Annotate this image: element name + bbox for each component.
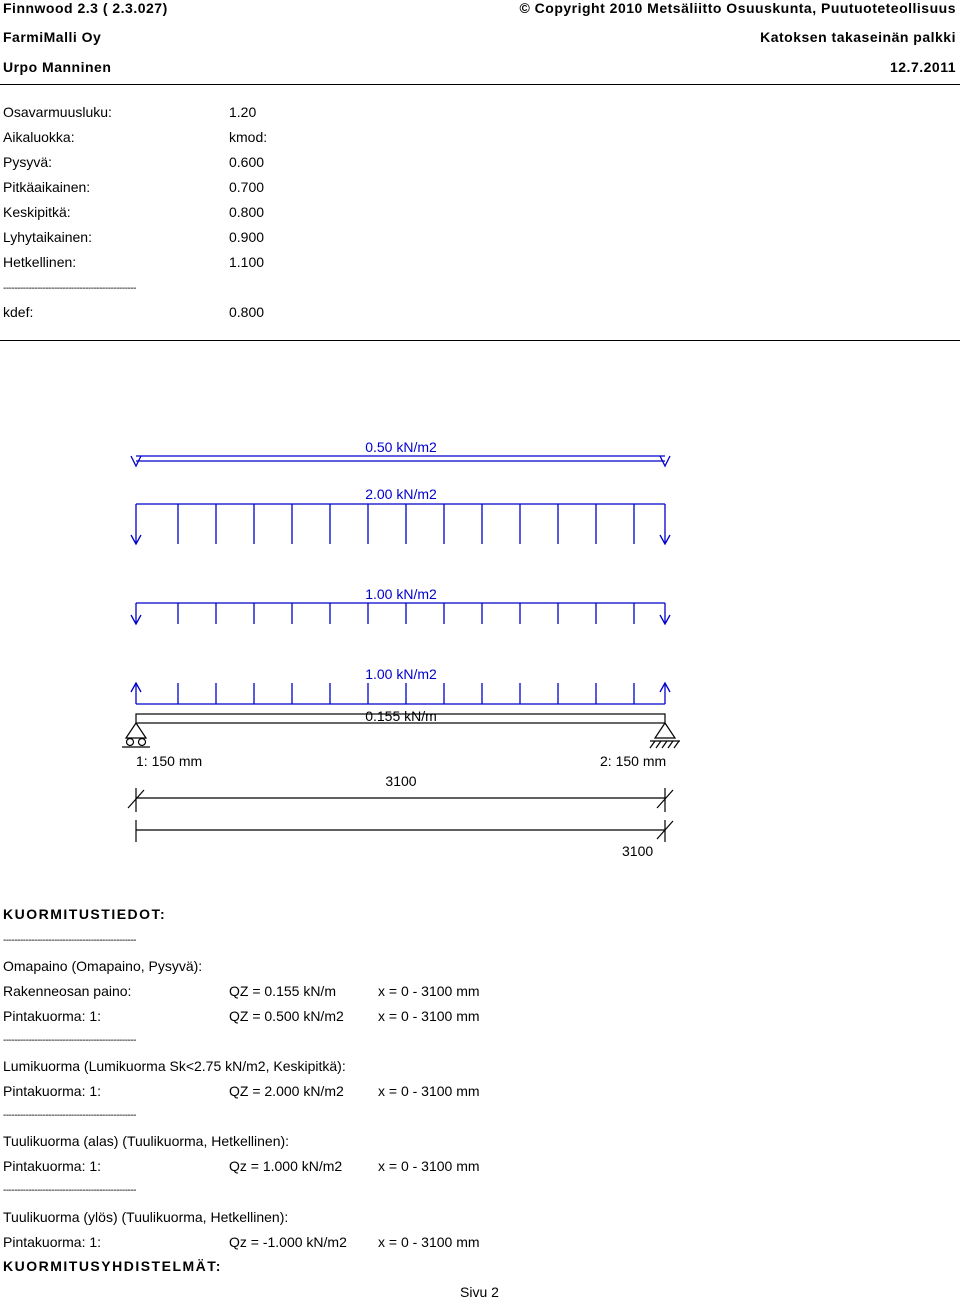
- load-group-title: Lumikuorma (Lumikuorma Sk<2.75 kN/m2, Keskipitkä):: [3, 1058, 346, 1074]
- loads-section-title: KUORMITUSTIEDOT:: [3, 906, 167, 922]
- load-row-value: Qz = 1.000 kN/m2: [229, 1158, 343, 1174]
- dimension-lines: [128, 788, 673, 842]
- separator-line: -----------------------------------------------: [3, 1035, 137, 1046]
- kmod-label: kmod:: [229, 129, 268, 145]
- separator-line: -----------------------------------------------: [3, 1185, 137, 1196]
- load-row-range: x = 0 - 3100 mm: [378, 1083, 480, 1099]
- factor-row-label: Pitkäaikainen:: [3, 179, 91, 195]
- separator-line: -----------------------------------------------: [3, 283, 137, 294]
- separator-line: -----------------------------------------------: [3, 935, 137, 946]
- kdef-value: 0.800: [229, 304, 265, 320]
- load-row-value: Qz = -1.000 kN/m2: [229, 1234, 347, 1250]
- span-label: 3100: [385, 773, 417, 789]
- load-row-range: x = 0 - 3100 mm: [378, 1008, 480, 1024]
- document-date: 12.7.2011: [889, 59, 956, 75]
- load-row-label: Rakenneosan paino:: [3, 983, 132, 999]
- fixed-support-icon: [650, 723, 680, 748]
- load-label-4: 1.00 kN/m2: [365, 666, 437, 682]
- load-row-label: Pintakuorma: 1:: [3, 1158, 102, 1174]
- factor-row-value: 0.900: [229, 229, 265, 245]
- load-label-3: 1.00 kN/m2: [365, 586, 437, 602]
- load-row-label: Pintakuorma: 1:: [3, 1008, 102, 1024]
- factor-row-label: Keskipitkä:: [3, 204, 71, 220]
- app-version: Finnwood 2.3 ( 2.3.027): [3, 0, 168, 16]
- load-row-range: x = 0 - 3100 mm: [378, 983, 480, 999]
- load-label-2: 2.00 kN/m2: [365, 486, 437, 502]
- load-row-label: Pintakuorma: 1:: [3, 1234, 102, 1250]
- factor-row-label: Lyhytaikainen:: [3, 229, 92, 245]
- support-2-label: 2: 150 mm: [600, 753, 667, 769]
- document-subject: Katoksen takaseinän palkki: [760, 29, 956, 45]
- load-group-title: Tuulikuorma (ylös) (Tuulikuorma, Hetkellinen):: [3, 1209, 289, 1225]
- company-name: FarmiMalli Oy: [3, 29, 102, 45]
- factor-row-value: 0.700: [229, 179, 265, 195]
- safety-factor-label: Osavarmuusluku:: [3, 104, 112, 120]
- load-group-title: Tuulikuorma (alas) (Tuulikuorma, Hetkellinen):: [3, 1133, 290, 1149]
- load-combinations-title: KUORMITUSYHDISTELMÄT:: [3, 1258, 222, 1274]
- user-name: Urpo Manninen: [3, 59, 112, 75]
- copyright: © Copyright 2010 Metsäliitto Osuuskunta, Puutuoteteollisuus: [519, 0, 956, 16]
- pin-support-icon: [122, 723, 150, 747]
- load-row-value: QZ = 0.155 kN/m: [229, 983, 336, 999]
- load-group-title: Omapaino (Omapaino, Pysyvä):: [3, 958, 203, 974]
- load-row-value: QZ = 2.000 kN/m2: [229, 1083, 344, 1099]
- self-weight-label: 0.155 kN/m: [365, 708, 437, 724]
- total-length-label: 3100: [622, 843, 654, 859]
- page-number: Sivu 2: [460, 1284, 499, 1300]
- load-row-value: QZ = 0.500 kN/m2: [229, 1008, 344, 1024]
- kdef-label: kdef:: [3, 304, 34, 320]
- separator-line: -----------------------------------------------: [3, 1110, 137, 1121]
- factor-row-label: Pysyvä:: [3, 154, 53, 170]
- factor-row-value: 0.600: [229, 154, 265, 170]
- factor-row-value: 1.100: [229, 254, 265, 270]
- safety-factor-value: 1.20: [229, 104, 257, 120]
- load-row-label: Pintakuorma: 1:: [3, 1083, 102, 1099]
- load-row-range: x = 0 - 3100 mm: [378, 1234, 480, 1250]
- load-class-label: Aikaluokka:: [3, 129, 75, 145]
- support-1-label: 1: 150 mm: [136, 753, 203, 769]
- load-label-1: 0.50 kN/m2: [365, 439, 437, 455]
- factor-row-value: 0.800: [229, 204, 265, 220]
- load-row-range: x = 0 - 3100 mm: [378, 1158, 480, 1174]
- factor-row-label: Hetkellinen:: [3, 254, 77, 270]
